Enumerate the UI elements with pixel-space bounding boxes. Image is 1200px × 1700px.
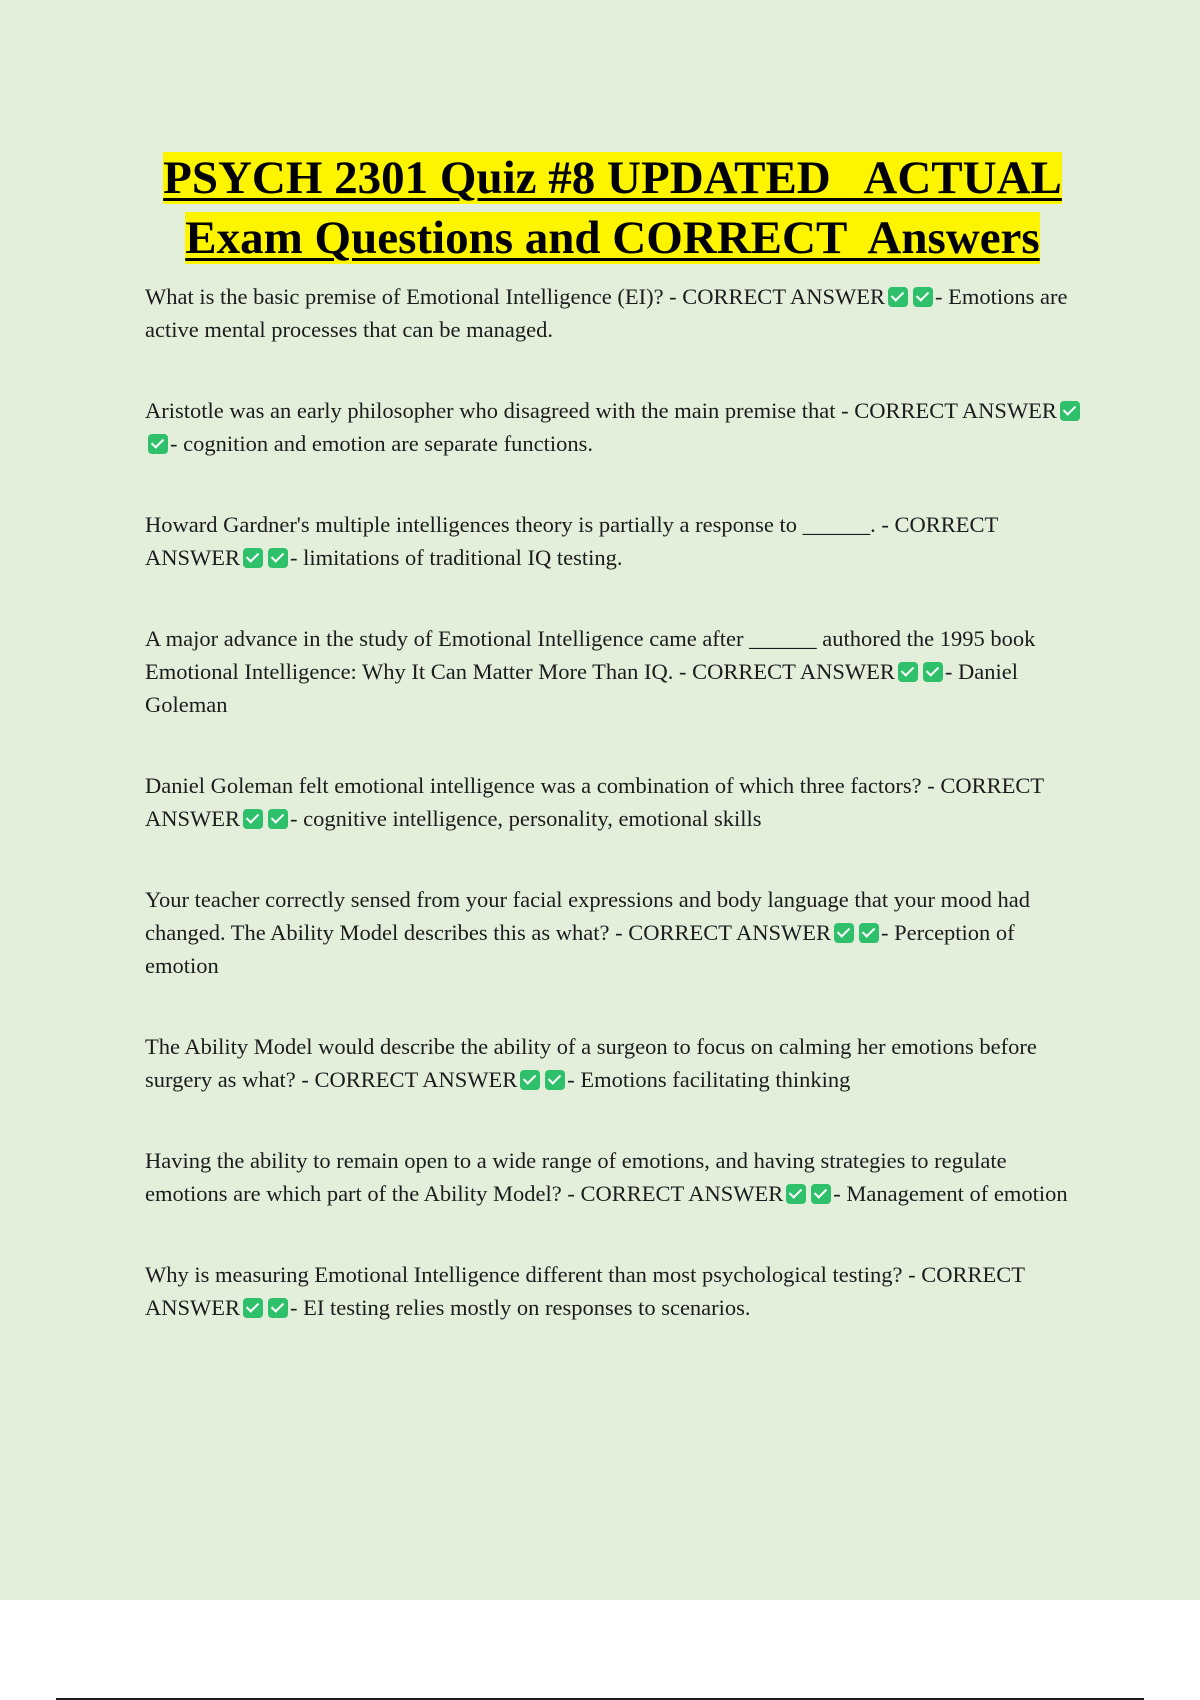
- question-text: Howard Gardner's multiple intelligences theory is partially a response to ______. - CORRECT ANSWER: [145, 512, 998, 570]
- qa-item: [145, 622, 1090, 721]
- answer-text: cognition and emotion are separate functions.: [183, 431, 593, 456]
- answer-separator: -: [833, 1181, 847, 1206]
- qa-item: [145, 883, 1090, 982]
- checkmark-icon: [268, 809, 288, 829]
- checkmark-icon: [520, 1070, 540, 1090]
- question-text: Aristotle was an early philosopher who disagreed with the main premise that - CORRECT ANSWER: [145, 398, 1057, 423]
- question-text: Having the ability to remain open to a wide range of emotions, and having strategies to regulate emotions are which part of the Ability Model? - CORRECT ANSWER: [145, 1148, 1007, 1206]
- checkmark-icon: [243, 548, 263, 568]
- qa-item: [145, 280, 1090, 346]
- checkmark-icon: [545, 1070, 565, 1090]
- answer-text: EI testing relies mostly on responses to scenarios.: [303, 1295, 751, 1320]
- qa-item: [145, 394, 1090, 460]
- checkmark-icon: [1060, 401, 1080, 421]
- checkmark-icon: [859, 923, 879, 943]
- qa-item: [145, 508, 1090, 574]
- answer-text: limitations of traditional IQ testing.: [303, 545, 623, 570]
- title-line-2: Exam Questions and CORRECT Answers: [185, 212, 1040, 264]
- answer-text: cognitive intelligence, personality, emotional skills: [303, 806, 762, 831]
- answer-separator: -: [170, 431, 184, 456]
- answer-separator: -: [880, 920, 895, 945]
- document-title: [140, 148, 1085, 268]
- checkmark-icon: [913, 287, 933, 307]
- answer-separator: -: [935, 284, 949, 309]
- answer-separator: -: [567, 1067, 581, 1092]
- qa-item: [145, 769, 1090, 835]
- answer-text: Perception of emotion: [145, 920, 1015, 978]
- question-text: The Ability Model would describe the ability of a surgeon to focus on calming her emotions before surgery as what? - CORRECT ANSWER: [145, 1034, 1037, 1092]
- question-text: What is the basic premise of Emotional Intelligence (EI)? - CORRECT ANSWER: [145, 284, 886, 309]
- qa-item: [145, 1258, 1090, 1324]
- checkmark-icon: [243, 1298, 263, 1318]
- checkmark-icon: [923, 662, 943, 682]
- question-text: Daniel Goleman felt emotional intelligence was a combination of which three factors? - CORRECT ANSWER: [145, 773, 1044, 831]
- answer-text: Emotions are active mental processes that can be managed.: [145, 284, 1068, 342]
- qa-item: [145, 1144, 1090, 1210]
- checkmark-icon: [888, 287, 908, 307]
- answer-text: Emotions facilitating thinking: [580, 1067, 851, 1092]
- checkmark-icon: [786, 1184, 806, 1204]
- answer-separator: -: [944, 659, 959, 684]
- checkmark-icon: [898, 662, 918, 682]
- answer-separator: -: [290, 806, 304, 831]
- checkmark-icon: [243, 809, 263, 829]
- checkmark-icon: [268, 1298, 288, 1318]
- answer-text: Management of emotion: [846, 1181, 1068, 1206]
- checkmark-icon: [834, 923, 854, 943]
- checkmark-icon: [268, 548, 288, 568]
- qa-item: [145, 1030, 1090, 1096]
- checkmark-icon: [148, 434, 168, 454]
- title-line-1: PSYCH 2301 Quiz #8 UPDATED ACTUAL: [163, 152, 1062, 204]
- question-text: Why is measuring Emotional Intelligence different than most psychological testing? - CORRECT ANSWER: [145, 1262, 1025, 1320]
- qa-list: [145, 280, 1090, 1324]
- answer-separator: -: [290, 1295, 304, 1320]
- answer-separator: -: [290, 545, 304, 570]
- answer-text: Daniel Goleman: [145, 659, 1018, 717]
- question-text: Your teacher correctly sensed from your facial expressions and body language that your mood had changed. The Ability Model describes this as what? - CORRECT ANSWER: [145, 887, 1030, 945]
- checkmark-icon: [811, 1184, 831, 1204]
- question-text: A major advance in the study of Emotional Intelligence came after ______ authored the 1995 book Emotional Intelligence: Why It Can Matter More Than IQ. - CORRECT ANSWER: [145, 626, 1036, 684]
